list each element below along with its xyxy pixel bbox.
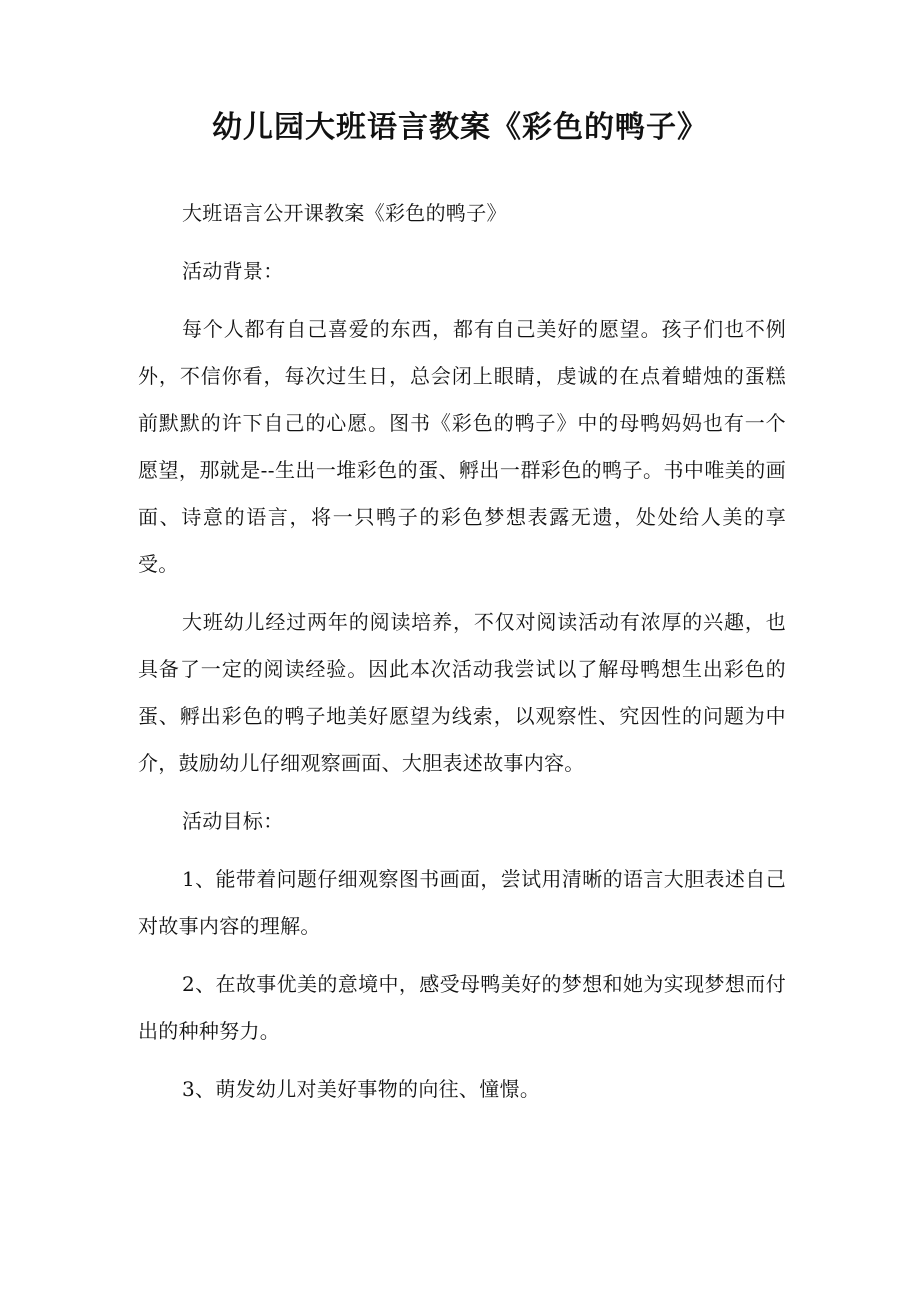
background-paragraph-1: 每个人都有自己喜爱的东西，都有自己美好的愿望。孩子们也不例外，不信你看，每次过生日，总会闭上眼睛，虔诚的在点着蜡烛的蛋糕前默默的许下自己的心愿。图书《彩色的鸭子》中的母鸭妈妈也有一个愿望，那就是--生出一堆彩色的蛋、孵出一群彩色的鸭子。书中唯美的画面、诗意的语言，将一只鸭子的彩色梦想表露无遗，处处给人美的享受。 (138, 317, 786, 576)
background-paragraph-2: 大班幼儿经过两年的阅读培养，不仅对阅读活动有浓厚的兴趣，也具备了一定的阅读经验。因此本次活动我尝试以了解母鸭想生出彩色的蛋、孵出彩色的鸭子地美好愿望为线索，以观察性、究因性的问题为中介，鼓励幼儿仔细观察画面、大胆表述故事内容。 (138, 610, 786, 775)
goal-item-2: 2、在故事优美的意境中，感受母鸭美好的梦想和她为实现梦想而付出的种种努力。 (138, 972, 786, 1043)
goal-item-1: 1、能带着问题仔细观察图书画面，尝试用清晰的语言大胆表述自己对故事内容的理解。 (138, 867, 786, 938)
goal-item-3: 3、萌发幼儿对美好事物的向往、憧憬。 (182, 1077, 541, 1101)
section-heading-goals: 活动目标： (182, 809, 284, 833)
document-title: 幼儿园大班语言教案《彩色的鸭子》 (212, 110, 708, 145)
section-heading-background: 活动背景： (182, 259, 284, 283)
subtitle-paragraph: 大班语言公开课教案《彩色的鸭子》 (182, 201, 507, 225)
document-body (138, 190, 786, 1113)
